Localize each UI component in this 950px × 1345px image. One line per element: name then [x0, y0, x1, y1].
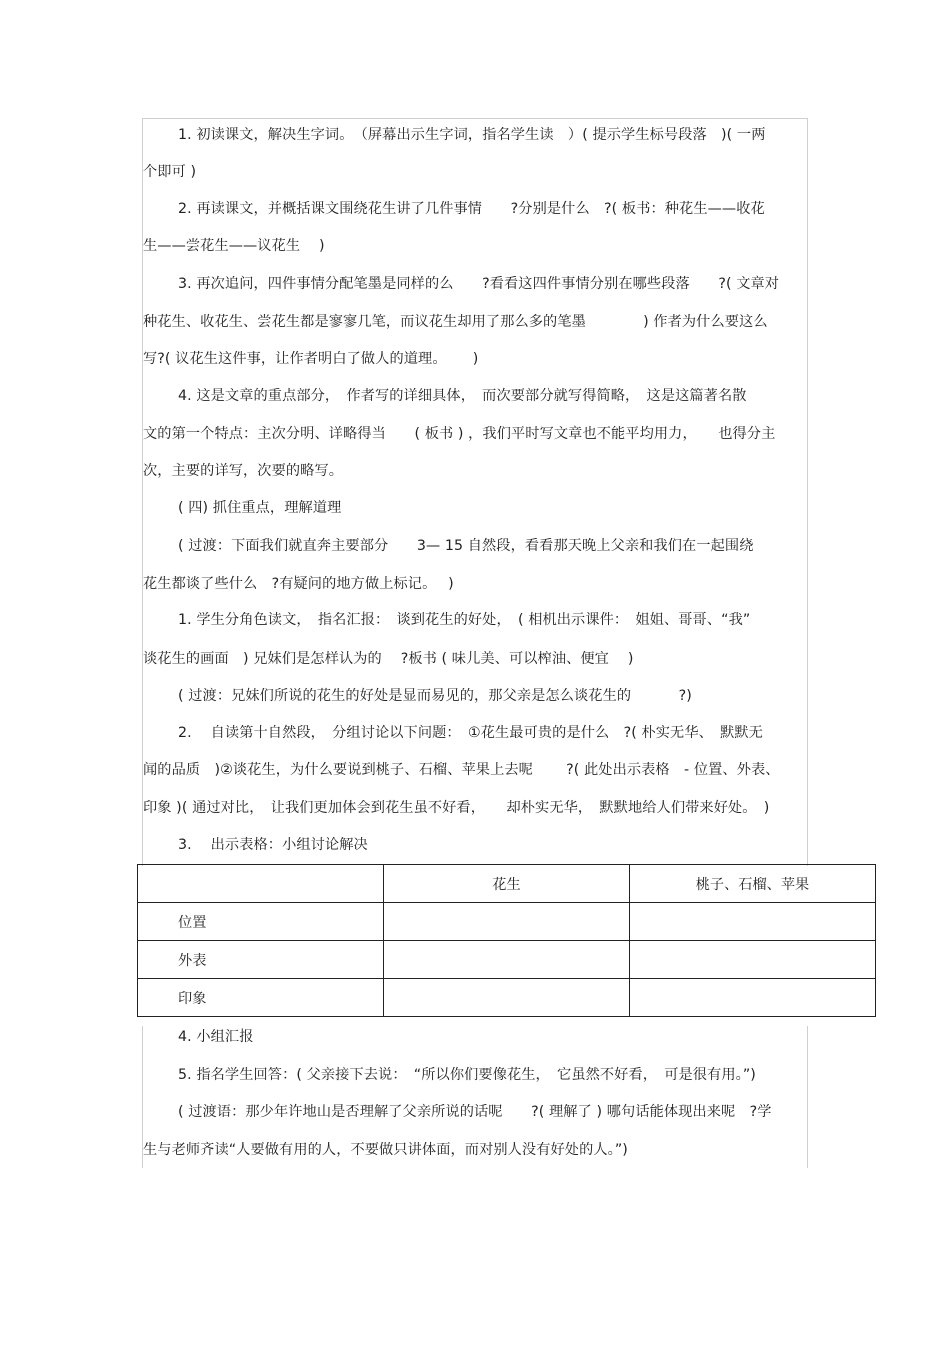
table-cell [630, 979, 876, 1017]
paragraph-line: 种花生、收花生、尝花生都是寥寥几笔，而议花生却用了那么多的笔墨 ) 作者为什么要这么 [143, 314, 768, 330]
paragraph-line: ( 过渡：下面我们就直奔主要部分 3— 15 自然段，看看那天晚上父亲和我们在一起围绕 [178, 538, 754, 554]
paragraph-line: 谈花生的画面 ) 兄妹们是怎样认为的 ?板书 ( 味儿美、可以榨油、便宜 ) [143, 651, 634, 667]
paragraph-line: 1. 初读课文，解决生字词。 （屏幕出示生字词，指名学生读 ）( 提示学生标号段落 )( 一两 [178, 127, 766, 143]
paragraph-line: 花生都谈了些什么 ?有疑问的地方做上标记。 ) [143, 576, 454, 592]
table-header-row [138, 865, 876, 903]
table-cell [384, 979, 630, 1017]
paragraph-line: ( 过渡：兄妹们所说的花生的好处是显而易见的，那父亲是怎么谈花生的 ?) [178, 688, 692, 704]
paragraph-line: 次，主要的详写，次要的略写。 [143, 463, 344, 479]
table-row [138, 979, 876, 1017]
paragraph-line: 2. 自读第十自然段， 分组讨论以下问题： ①花生最可贵的是什么 ?( 朴实无华、 默默无 [178, 725, 763, 741]
paragraph-line: 个即可 ) [143, 164, 197, 180]
table-row-label: 印象 [138, 979, 384, 1017]
table-header-cell: 花生 [384, 865, 630, 903]
table-row-label: 位置 [138, 903, 384, 941]
section-heading: ( 四) 抓住重点，理解道理 [178, 500, 342, 516]
table-cell [630, 903, 876, 941]
table-row-label: 外表 [138, 941, 384, 979]
table-cell [630, 941, 876, 979]
paragraph-line: 生与老师齐读“人要做有用的人，不要做只讲体面，而对别人没有好处的人。”) [143, 1142, 628, 1158]
paragraph-line: 印象 )( 通过对比， 让我们更加体会到花生虽不好看， 却朴实无华， 默默地给人们带来好处。 ) [143, 800, 770, 816]
comparison-table [137, 864, 876, 1017]
paragraph-line: 1. 学生分角色读文， 指名汇报： 谈到花生的好处， ( 相机出示课件： 姐姐、哥哥、“我” [178, 612, 751, 628]
paragraph-line: 生——尝花生——议花生 ) [143, 238, 325, 254]
paragraph-line: 文的第一个特点：主次分明、详略得当 ( 板书 ) ，我们平时写文章也不能平均用力， 也得分主 [143, 426, 776, 442]
table-header-cell: 桃子、石榴、苹果 [630, 865, 876, 903]
paragraph-line: 4. 这是文章的重点部分， 作者写的详细具体， 而次要部分就写得简略， 这是这篇著名散 [178, 388, 747, 404]
paragraph-line: ( 过渡语：那少年许地山是否理解了父亲所说的话呢 ?( 理解了 ) 哪句话能体现出来呢 ?学 [178, 1104, 772, 1120]
paragraph-line: 4. 小组汇报 [178, 1029, 254, 1045]
paragraph-line: 2. 再读课文，并概括课文围绕花生讲了几件事情 ?分别是什么 ?( 板书：种花生——收花 [178, 201, 765, 217]
paragraph-line: 5. 指名学生回答：( 父亲接下去说： “所以你们要像花生， 它虽然不好看， 可是很有用。”) [178, 1067, 756, 1083]
paragraph-line: 写?( 议花生这件事，让作者明白了做人的道理。 ) [143, 351, 479, 367]
table-row [138, 941, 876, 979]
table-header-cell [138, 865, 384, 903]
paragraph-line: 3. 出示表格：小组讨论解决 [178, 837, 368, 853]
paragraph-line: 3. 再次追问，四件事情分配笔墨是同样的么 ?看看这四件事情分别在哪些段落 ?( 文章对 [178, 276, 780, 292]
table-cell [384, 941, 630, 979]
paragraph-line: 闻的品质 )②谈花生，为什么要说到桃子、石榴、苹果上去呢 ?( 此处出示表格 - 位置、外表、 [143, 762, 780, 778]
table-row [138, 903, 876, 941]
table-cell [384, 903, 630, 941]
text-frame-top [142, 118, 808, 866]
